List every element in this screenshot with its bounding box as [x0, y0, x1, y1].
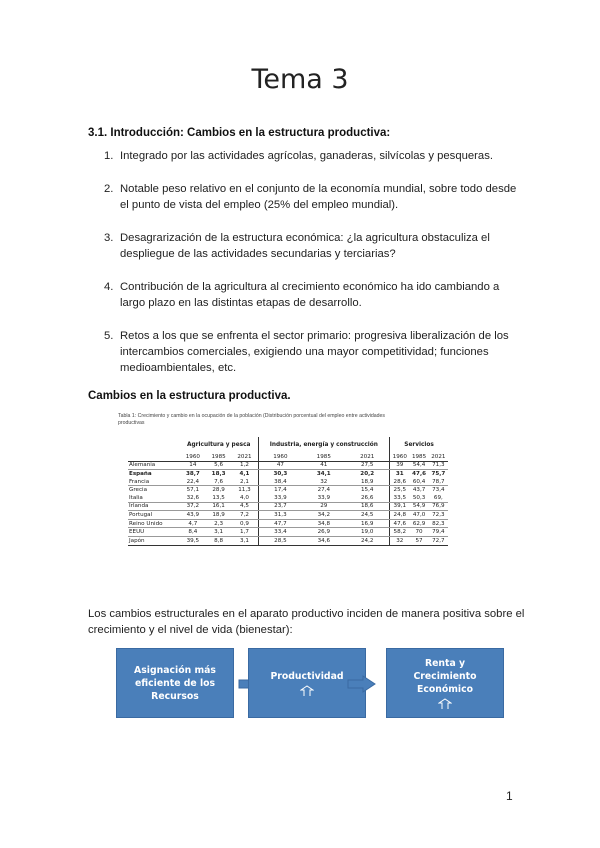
- value-cell: 20,2: [360, 470, 375, 477]
- diagram-box-income: [386, 648, 504, 718]
- value-cell: 34,2: [302, 511, 345, 520]
- value-cell: 32,6: [180, 494, 206, 502]
- box-allocation-label: Asignación más eficiente de los Recursos: [134, 664, 216, 702]
- value-cell: 18,9: [206, 511, 232, 520]
- value-cell: 16,9: [345, 519, 389, 528]
- value-cell: 47,6: [412, 470, 426, 477]
- value-cell: 70: [409, 528, 428, 537]
- value-cell: 32: [390, 536, 410, 545]
- list-item: [88, 181, 518, 213]
- country-cell: Grecia: [129, 487, 148, 494]
- value-cell: 78,7: [429, 478, 448, 486]
- value-cell: 47,7: [258, 519, 302, 528]
- value-cell: 23,7: [258, 502, 302, 511]
- value-cell: 79,4: [429, 528, 448, 537]
- list-item-text: Integrado por las actividades agrícolas, ganaderas, silvícolas y pesqueras.: [120, 150, 494, 162]
- value-cell: 7,2: [231, 511, 258, 520]
- value-cell: 5,6: [206, 461, 232, 470]
- list-item-number: 4.: [104, 281, 114, 293]
- year-header-cell: 1985: [302, 453, 345, 461]
- table-row: [128, 502, 448, 511]
- value-cell: 30,3: [258, 470, 302, 478]
- value-cell: 18,6: [345, 502, 389, 511]
- year-header-cell: 1985: [206, 453, 232, 461]
- box-income-label: Renta y Crecimiento Económico: [413, 657, 477, 695]
- list-item-number: 1.: [104, 150, 114, 162]
- value-cell: 54,9: [409, 502, 428, 511]
- country-cell: Francia: [128, 478, 180, 486]
- value-cell: 18,9: [345, 478, 389, 486]
- value-cell: 26,9: [302, 528, 345, 537]
- value-cell: 57: [409, 536, 428, 545]
- country-cell: Reino Unido: [128, 519, 180, 528]
- value-cell: 18,3: [211, 470, 226, 477]
- value-cell: 17,4: [258, 486, 302, 494]
- value-cell: 34,6: [302, 536, 345, 545]
- employment-table-figure: [118, 413, 448, 565]
- value-cell: 11,3: [238, 487, 251, 494]
- list-item-number: 5.: [104, 330, 114, 342]
- value-cell: 60,4: [409, 478, 428, 486]
- value-cell: 28,6: [390, 478, 410, 486]
- value-cell: 41: [302, 461, 345, 470]
- value-cell: 4,0: [231, 494, 258, 502]
- value-cell: 72,7: [429, 536, 448, 545]
- value-cell: 50,3: [409, 494, 428, 502]
- value-cell: 7,6: [206, 478, 232, 486]
- list-item-text: Desagrarización de la estructura económica: ¿la agricultura obstaculiza el despliegue de las actividades secundarias y terciarias?: [120, 232, 490, 260]
- table-row: [128, 519, 448, 528]
- table-caption: Tabla 1: Crecimiento y cambio en la ocupación de la población (Distribución porcentual del empleo entre actividades productivas: [118, 413, 386, 426]
- year-header-cell: 1960: [390, 453, 410, 461]
- value-cell: 72,3: [429, 511, 448, 520]
- value-cell: 2,1: [231, 478, 258, 486]
- value-cell: 47,0: [409, 511, 428, 520]
- value-cell: 0,9: [231, 519, 258, 528]
- value-cell: 32: [302, 478, 345, 486]
- year-header-cell: 1960: [180, 453, 206, 461]
- value-cell: 33,9: [258, 494, 302, 502]
- value-cell: 38,7: [185, 470, 200, 477]
- value-cell: 37,2: [180, 502, 206, 511]
- list-item-text: Retos a los que se enfrenta el sector primario: progresiva liberalización de los intercambios comerciales, exigiendo una mayor competitividad; funciones medioambientales, etc.: [120, 330, 509, 374]
- value-cell: 8,4: [180, 528, 206, 537]
- diagram-box-allocation: [116, 648, 234, 718]
- table-row: [128, 494, 448, 502]
- list-item: [88, 279, 518, 311]
- value-cell: 28,9: [212, 487, 225, 494]
- value-cell: 47: [258, 461, 302, 470]
- subheading: Cambios en la estructura productiva.: [88, 390, 291, 402]
- value-cell: 34,8: [302, 519, 345, 528]
- table-row: [128, 536, 448, 545]
- value-cell: 39: [390, 461, 410, 470]
- value-cell: 69,: [429, 494, 448, 502]
- value-cell: 24,2: [345, 536, 389, 545]
- country-cell: Japón: [128, 536, 180, 545]
- value-cell: 4,7: [180, 519, 206, 528]
- value-cell: 3,1: [231, 536, 258, 545]
- value-cell: 38,4: [258, 478, 302, 486]
- value-cell: 24,5: [345, 511, 389, 520]
- value-cell: 73,4: [432, 487, 445, 494]
- value-cell: 76,9: [429, 502, 448, 511]
- page-title: Tema 3: [251, 64, 349, 95]
- country-cell: Irlanda: [128, 502, 180, 511]
- country-cell: España: [129, 470, 152, 477]
- year-header-cell: 2021: [345, 453, 389, 461]
- list-item-text: Contribución de la agricultura al crecimiento económico ha ido cambiando a largo plazo en las distintas etapas de desarrollo.: [120, 281, 500, 309]
- box-productivity-label: Productividad: [270, 670, 344, 682]
- value-cell: 31: [390, 470, 410, 478]
- table-row: [128, 528, 448, 537]
- table-row: [128, 461, 448, 470]
- value-cell: 43,9: [180, 511, 206, 520]
- country-cell: Portugal: [128, 511, 180, 520]
- employment-table: [128, 437, 448, 546]
- value-cell: 33,5: [390, 494, 410, 502]
- value-cell: 33,9: [302, 494, 345, 502]
- value-cell: 24,8: [390, 511, 410, 520]
- value-cell: 43,7: [412, 487, 426, 494]
- value-cell: 3,1: [206, 528, 232, 537]
- list-item-number: 2.: [104, 183, 114, 195]
- paragraph: Los cambios estructurales en el aparato productivo inciden de manera positiva sobre el crecimiento y el nivel de vida (bienestar):: [88, 608, 525, 636]
- value-cell: 71,3: [429, 461, 448, 470]
- value-cell: 75,7: [431, 470, 446, 477]
- value-cell: 4,1: [239, 470, 250, 477]
- year-header-cell: 1985: [409, 453, 428, 461]
- list-item: [88, 230, 518, 262]
- country-cell: EEUU: [128, 528, 180, 537]
- value-cell: 1,7: [231, 528, 258, 537]
- value-cell: 2,3: [206, 519, 232, 528]
- value-cell: 29: [302, 502, 345, 511]
- page-number: 1: [506, 789, 513, 803]
- country-cell: Alemania: [128, 461, 180, 470]
- value-cell: 8,8: [206, 536, 232, 545]
- value-cell: 39,5: [180, 536, 206, 545]
- year-header-cell: 1960: [258, 453, 302, 461]
- value-cell: 31,3: [258, 511, 302, 520]
- value-cell: 26,6: [345, 494, 389, 502]
- value-cell: 54,4: [409, 461, 428, 470]
- table-row: [128, 486, 448, 494]
- list-item-number: 3.: [104, 232, 114, 244]
- list-item-text: Notable peso relativo en el conjunto de la economía mundial, sobre todo desde el punto de vista del empleo (25% del empleo mundial).: [120, 183, 517, 211]
- value-cell: 1,2: [231, 461, 258, 470]
- value-cell: 47,6: [390, 519, 410, 528]
- value-cell: 27,4: [317, 487, 331, 494]
- list-item: [88, 148, 518, 164]
- value-cell: 82,3: [429, 519, 448, 528]
- country-cell: Italia: [128, 494, 180, 502]
- value-cell: 14: [180, 461, 206, 470]
- group-header-services: Servicios: [390, 437, 448, 453]
- value-cell: 62,9: [409, 519, 428, 528]
- value-cell: 19,0: [345, 528, 389, 537]
- value-cell: 15,4: [360, 487, 374, 494]
- up-arrow-icon: [300, 685, 314, 697]
- table-row: [128, 511, 448, 520]
- value-cell: 27,5: [345, 461, 389, 470]
- value-cell: 25,5: [390, 486, 410, 494]
- intro-list: [88, 148, 518, 393]
- year-header-row: [128, 453, 448, 461]
- value-cell: 34,1: [316, 470, 331, 477]
- up-arrow-icon: [438, 698, 452, 710]
- table-row: [128, 470, 448, 478]
- section-heading: 3.1. Introducción: Cambios en la estructura productiva:: [88, 127, 391, 139]
- year-header-cell: 2021: [429, 453, 448, 461]
- year-header-cell: 2021: [231, 453, 258, 461]
- arrow-right-icon: [347, 675, 377, 693]
- value-cell: 22,4: [180, 478, 206, 486]
- group-header-agriculture: Agricultura y pesca: [187, 442, 251, 448]
- value-cell: 16,1: [206, 502, 232, 511]
- value-cell: 28,5: [258, 536, 302, 545]
- group-header-industry: Industria, energía y construcción: [258, 437, 390, 453]
- value-cell: 33,4: [258, 528, 302, 537]
- value-cell: 4,5: [231, 502, 258, 511]
- value-cell: 58,2: [390, 528, 410, 537]
- value-cell: 57,1: [186, 487, 200, 494]
- value-cell: 13,5: [206, 494, 232, 502]
- list-item: [88, 328, 518, 376]
- value-cell: 39,1: [390, 502, 410, 511]
- table-row: [128, 478, 448, 486]
